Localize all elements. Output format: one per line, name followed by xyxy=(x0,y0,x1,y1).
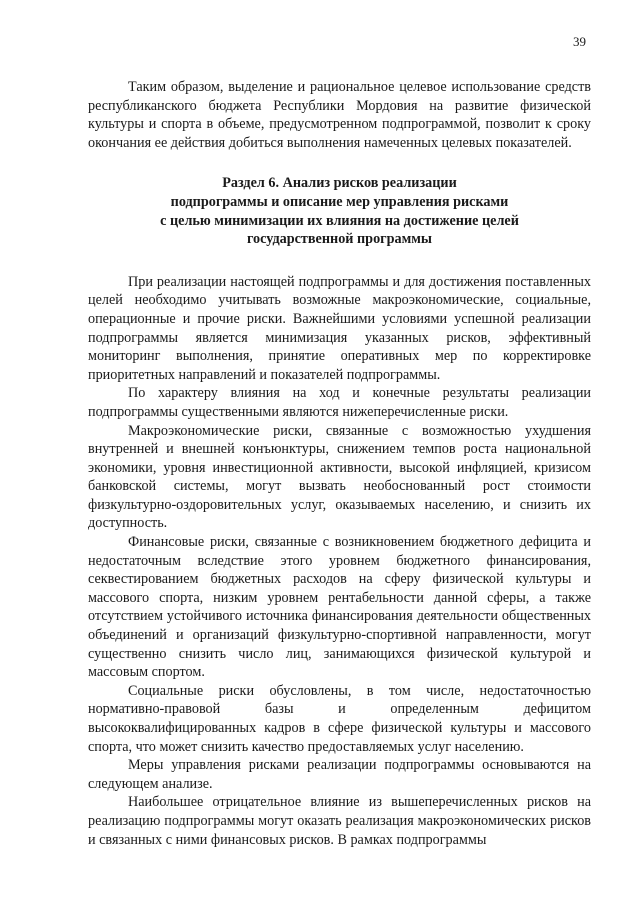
page-number: 39 xyxy=(573,34,586,49)
body-paragraph: Социальные риски обусловлены, в том числе, недостаточностью нормативно-правовой базы и определенным дефицитом высококвалифицированных кадров в сфере физической культуры и массового спорта, что может снизить качество предоставляемых услуг населению. xyxy=(88,682,591,755)
section-heading-line: подпрограммы и описание мер управления рисками xyxy=(170,193,509,210)
section-heading-line: государственной программы xyxy=(246,231,433,248)
body-paragraph: При реализации настоящей подпрограммы и для достижения поставленных целей необходимо учитывать возможные макроэкономические, социальные, операционные и прочие риски. Важнейшими условиями успешной реализации подпрограммы является минимизация указанных рисков, эффективный мониторинг выполнения, принятие оперативных мер по корректировке приоритетных направлений и показателей подпрограммы. xyxy=(88,273,591,383)
section-heading-line: Раздел 6. Анализ рисков реализации xyxy=(222,175,457,192)
intro-paragraph: Таким образом, выделение и рациональное целевое использование средств республиканского бюджета Республики Мордовия на развитие физической культуры и спорта в объеме, предусмотренном подпрограммой, позволит к сроку окончания ее действия добиться выполнения намеченных целевых показателей. xyxy=(88,79,591,151)
body-paragraph: По характеру влияния на ход и конечные результаты реализации подпрограммы существенными являются нижеперечисленные риски. xyxy=(88,385,591,420)
section-heading xyxy=(88,174,591,248)
body-paragraph: Финансовые риски, связанные с возникновением бюджетного дефицита и недостаточным вследствие этого уровнем бюджетного финансирования, секвестированием бюджетных расходов на сферу физической культуры и массового спорта, низким уровнем рентабельности данной сферы, а также отсутствием устойчивого источника финансирования деятельности общественных объединений и организаций физкультурно-спортивной направленности, могут существенно снизить число лиц, занимающихся физической культурой и массовым спортом. xyxy=(88,534,591,681)
body-paragraph: Макроэкономические риски, связанные с возможностью ухудшения внутренней и внешней конъюнктуры, снижением темпов роста национальной экономики, уровня инвестиционной активности, высокой инфляцией, кризисом банковской системы, могут вызвать необоснованный рост стоимости физкультурно-оздоровительных услуг, оказываемых населению, и снизить их доступность. xyxy=(88,422,591,532)
body-paragraph: Меры управления рисками реализации подпрограммы основываются на следующем анализе. xyxy=(88,757,591,792)
body-paragraph: Наибольшее отрицательное влияние из вышеперечисленных рисков на реализацию подпрограммы могут оказать реализация макроэкономических рисков и связанных с ними финансовых рисков. В рамках подпрограммы xyxy=(88,794,591,848)
section-heading-line: с целью минимизации их влияния на достижение целей xyxy=(160,212,519,229)
document-body xyxy=(88,78,591,849)
